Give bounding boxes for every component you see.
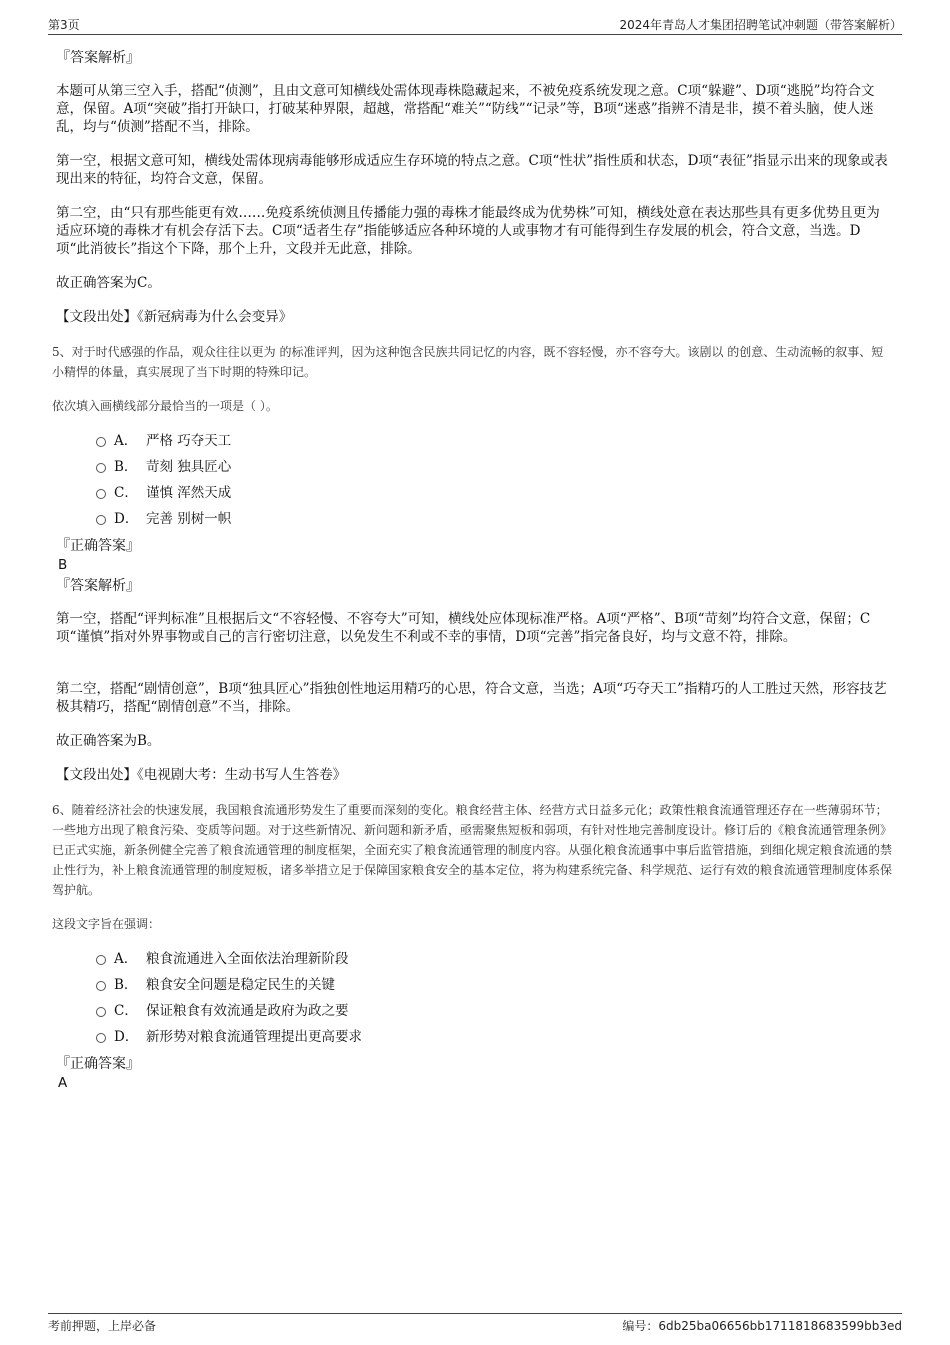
radio-icon[interactable]: [96, 463, 106, 473]
option-d[interactable]: D． 新形势对粮食流通管理提出更高要求: [56, 1024, 896, 1050]
question-prompt: 这段文字旨在强调：: [52, 917, 161, 931]
answer-value: B: [58, 557, 68, 573]
analysis-paragraph: 第一空，根据文意可知，横线处需体现病毒能够形成适应生存环境的特点之意。C项“性状”指性质和状态，D项“表征”指显示出来的现象或表现出来的特征，均符合文意，保留。: [56, 153, 888, 187]
source-citation: 【文段出处】《电视剧大考：生动书写人生答卷》: [56, 767, 347, 783]
question-prompt: 依次填入画横线部分最恰当的一项是（ ）。: [52, 399, 278, 413]
radio-icon[interactable]: [96, 489, 106, 499]
page-footer: [48, 1313, 902, 1332]
analysis-paragraph: 第一空，搭配“评判标准”且根据后文“不容轻慢、不容夸大”可知，横线处应体现标准严格。A项“严格”、B项“苛刻”均符合文意，保留；C项“谨慎”指对外界事物或自己的言行密切注意，以免发生不利或不幸的事情，D项“完善”指完备良好，均与文意不符，排除。: [56, 611, 871, 645]
answer-label: 『正确答案』: [56, 1056, 140, 1072]
option-b[interactable]: B． 粮食安全问题是稳定民生的关键: [56, 972, 896, 998]
option-c[interactable]: C． 谨慎 浑然天成: [56, 480, 896, 506]
analysis-label: 『答案解析』: [56, 50, 140, 66]
document-title: 2024年青岛人才集团招聘笔试冲刺题（带答案解析）: [619, 18, 902, 32]
radio-icon[interactable]: [96, 1033, 106, 1043]
radio-icon[interactable]: [96, 1007, 106, 1017]
answer-value: A: [58, 1075, 68, 1091]
page-number: 第3页: [48, 18, 80, 32]
radio-icon[interactable]: [96, 981, 106, 991]
option-a[interactable]: A． 严格 巧夺天工: [56, 428, 896, 454]
option-d[interactable]: D． 完善 别树一帜: [56, 506, 896, 532]
option-b[interactable]: B． 苛刻 独具匠心: [56, 454, 896, 480]
answer-label: 『正确答案』: [56, 538, 140, 554]
radio-icon[interactable]: [96, 437, 106, 447]
analysis-paragraph: 第二空，由“只有那些能更有效……免疫系统侦测且传播能力强的毒株才能最终成为优势株”可知，横线处意在表达那些具有更多优势且更为适应环境的毒株才有机会存活下去。C项“适者生存”指能够适应各种环境的人或事物才有可能得到生存发展的机会，符合文意，当选。D项“此消彼长”指这个下降，那个上升，文段并无此意，排除。: [56, 205, 880, 257]
question-stem: 5、对于时代感强的作品，观众往往以更为 的标准评判，因为这种饱含民族共同记忆的内容，既不容轻慢，亦不容夸大。该剧以 的创意、生动流畅的叙事、短小精悍的体量，真实展现了当下时期的特殊印记。: [52, 345, 884, 379]
question-stem: 6、随着经济社会的快速发展，我国粮食流通形势发生了重要而深刻的变化。粮食经营主体、经营方式日益多元化；政策性粮食流通管理还存在一些薄弱环节；一些地方出现了粮食污染、变质等问题。对于这些新情况、新问题和新矛盾，亟需聚焦短板和弱项，有针对性地完善制度设计。修订后的《粮食流通管理条例》已正式实施，新条例健全完善了粮食流通管理的制度框架，全面充实了粮食流通管理的制度内容。从强化粮食流通事中事后监管措施，到细化规定粮食流通的禁止性行为，补上粮食流通管理的制度短板，诸多举措立足于保障国家粮食安全的基本定位，将为构建系统完备、科学规范、运行有效的粮食流通管理制度体系保驾护航。: [52, 803, 893, 897]
analysis-label: 『答案解析』: [56, 578, 140, 594]
source-citation: 【文段出处】《新冠病毒为什么会变异》: [56, 309, 293, 325]
radio-icon[interactable]: [96, 955, 106, 965]
option-a[interactable]: A． 粮食流通进入全面依法治理新阶段: [56, 946, 896, 972]
analysis-conclusion: 故正确答案为C。: [56, 275, 161, 291]
option-list: [56, 946, 896, 1050]
analysis-paragraph: 第二空，搭配“剧情创意”，B项“独具匠心”指独创性地运用精巧的心思，符合文意，当选；A项“巧夺天工”指精巧的人工胜过天然，形容技艺极其精巧，搭配“剧情创意”不当，排除。: [56, 681, 887, 715]
option-c[interactable]: C． 保证粮食有效流通是政府为政之要: [56, 998, 896, 1024]
radio-icon[interactable]: [96, 515, 106, 525]
option-list: [56, 428, 896, 532]
page-header: [48, 16, 902, 35]
analysis-paragraph: 本题可从第三空入手，搭配“侦测”，且由文意可知横线处需体现毒株隐藏起来，不被免疫系统发现之意。C项“躲避”、D项“逃脱”均符合文意，保留。A项“突破”指打开缺口，打破某种界限，超越，常搭配“难关”“防线”“记录”等，B项“迷惑”指辨不清是非，摸不着头脑，使人迷乱，均与“侦测”搭配不当，排除。: [56, 83, 875, 135]
document-id: 编号：6db25ba06656bb1711818683599bb3ed: [622, 1319, 902, 1333]
analysis-conclusion: 故正确答案为B。: [56, 733, 161, 749]
footer-slogan: 考前押题，上岸必备: [48, 1319, 157, 1333]
